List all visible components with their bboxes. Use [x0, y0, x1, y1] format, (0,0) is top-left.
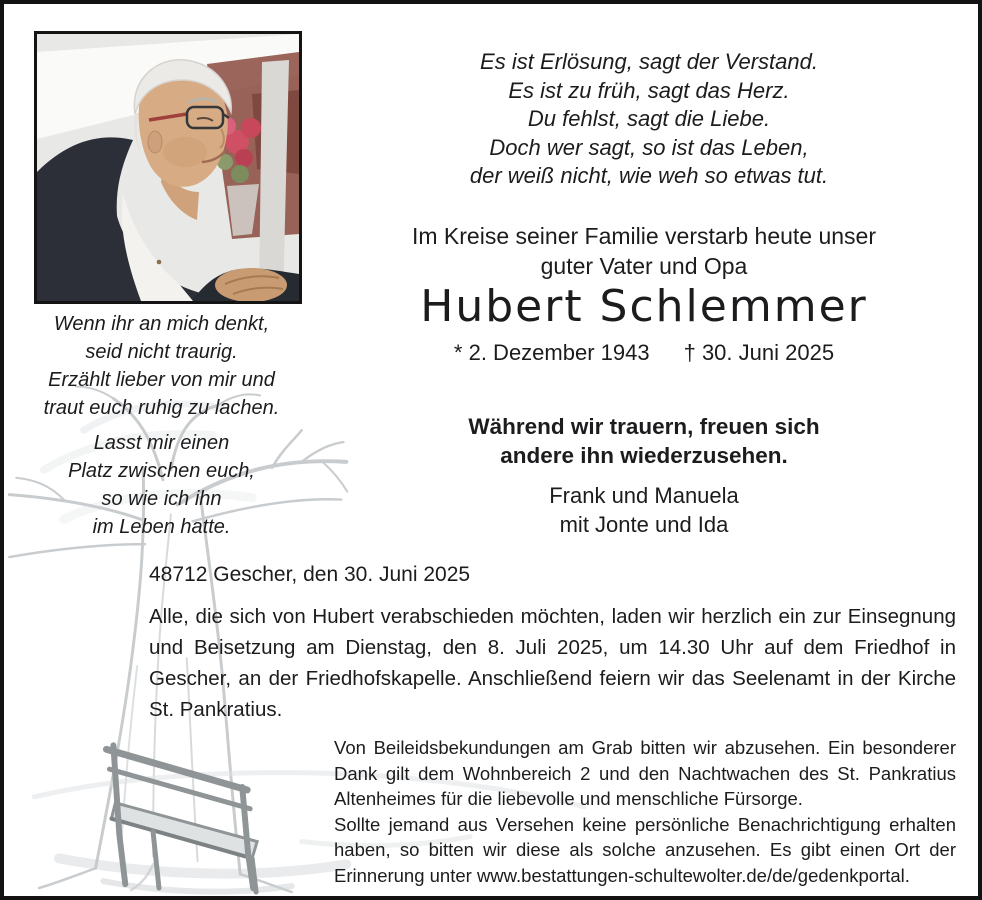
poem-line: Doch wer sagt, so ist das Leben,: [489, 134, 809, 160]
bench-sketch: [106, 745, 257, 892]
poem-line: Wenn ihr an mich denkt,: [53, 313, 270, 335]
memorial-poem: [24, 310, 299, 541]
poem-line: seid nicht traurig.: [85, 341, 238, 363]
funeral-info: Alle, die sich von Hubert verabschieden möchten, laden wir herzlich ein zur Einsegnung und Beisetzung am Dienstag, den 8. Juli 2025, um 14.30 Uhr auf dem Friedhof in Gescher, an der Friedhofskapelle. Anschließend feiern wir das Seelenamt in der Kirche St. Pankratius.: [149, 605, 956, 721]
poem-line: Es ist zu früh, sagt das Herz.: [508, 77, 790, 103]
poem-line: traut euch ruhig zu lachen.: [43, 397, 280, 419]
poem-line: Lasst mir einen: [93, 432, 230, 454]
consolation-line: andere ihn wiederzusehen.: [500, 443, 788, 468]
condolence-paragraph: Sollte jemand aus Versehen keine persönliche Benachrichtigung erhalten haben, so bitten wir diese als solche anzusehen. Es gibt einen Ort der Erinnerung unter www.bestattungen-schultewolter.de/de/gedenkportal.: [334, 813, 956, 886]
poem-line: der weiß nicht, wie weh so etwas tut.: [469, 163, 829, 188]
poem-line: im Leben hatte.: [92, 516, 231, 538]
poem-line: Erzählt lieber von mir und: [48, 369, 275, 391]
birth-date: * 2. Dezember 1943: [453, 340, 650, 365]
portrait-photo: [34, 31, 302, 304]
opening-poem: [349, 48, 949, 191]
consolation-line: Während wir trauern, freuen sich: [468, 414, 820, 439]
intro-line: Im Kreise seiner Familie verstarb heute unser: [411, 223, 877, 249]
condolence-paragraph: Von Beileidsbekundungen am Grab bitten wir abzusehen. Ein besonderer Dank gilt dem Wohnbereich 2 und den Nachtwachen des St. Pankratius Altenheimes für die liebevolle und menschliche Fürsorge.: [334, 737, 956, 809]
mourning-family: [339, 482, 949, 539]
condolence-note: [334, 735, 956, 888]
deceased-name: Hubert Schlemmer: [420, 281, 868, 332]
death-date: † 30. Juni 2025: [683, 340, 835, 365]
intro-line: guter Vater und Opa: [540, 253, 748, 279]
poem-line: Es ist Erlösung, sagt der Verstand.: [480, 49, 818, 74]
life-dates: [339, 340, 949, 366]
family-line: mit Jonte und Ida: [559, 511, 729, 537]
family-line: Frank und Manuela: [549, 483, 739, 508]
poem-line: Platz zwischen euch,: [68, 460, 255, 482]
poem-line: Du fehlst, sagt die Liebe.: [527, 106, 771, 131]
poem-line: so wie ich ihn: [101, 488, 222, 510]
consolation-text: [339, 412, 949, 470]
announcement-intro: [339, 221, 949, 281]
place-date-line: 48712 Gescher, den 30. Juni 2025: [149, 563, 471, 586]
